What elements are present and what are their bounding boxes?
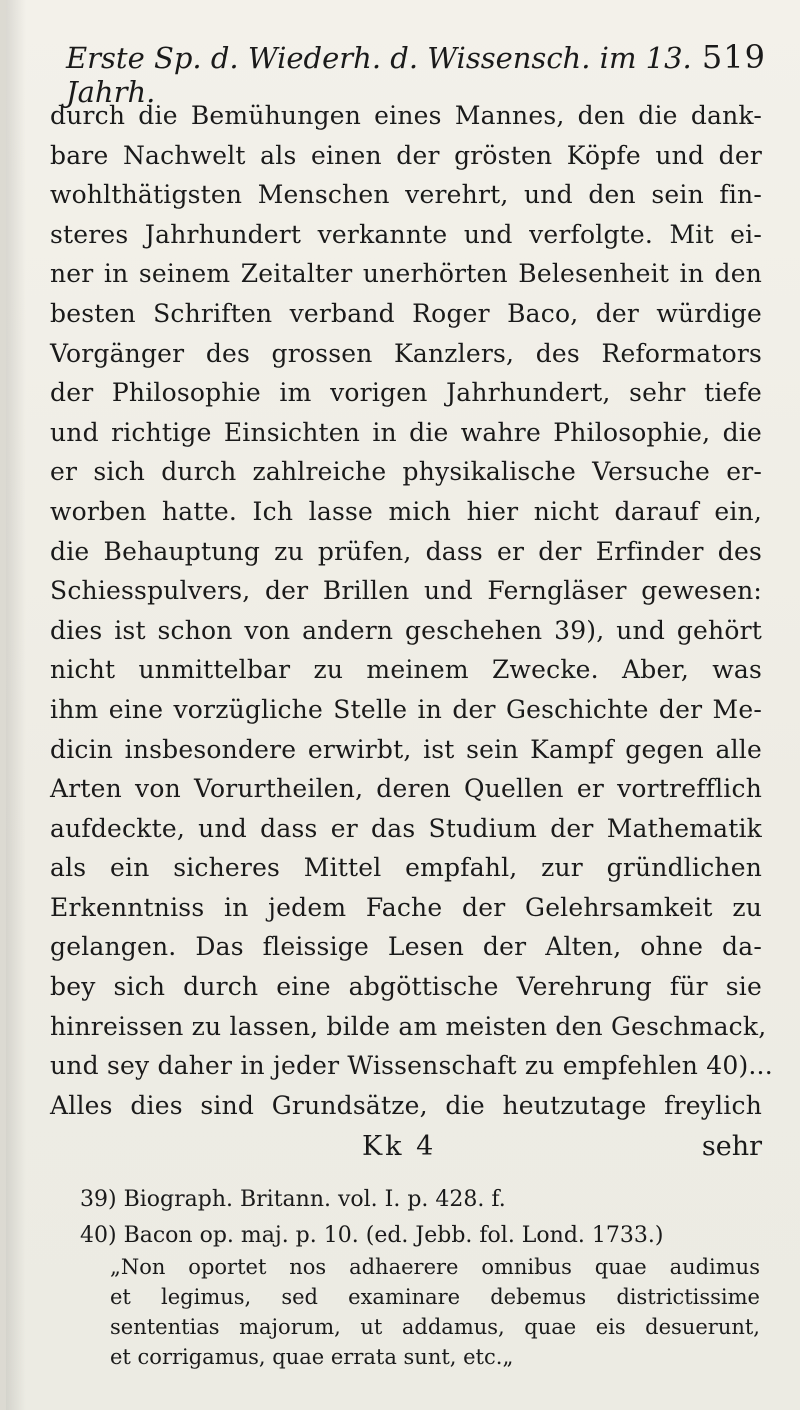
text-line: aufdeckte, und dass er das Studium der Mathematik xyxy=(50,813,762,843)
text-line: nicht unmittelbar zu meinem Zwecke. Aber, was xyxy=(50,655,762,685)
text-line: bey sich durch eine abgöttische Verehrung für sie xyxy=(50,972,762,1002)
text-line: die Behauptung zu prüfen, dass er der Erfinder des xyxy=(50,536,762,566)
text-line: besten Schriften verband Roger Baco, der würdige xyxy=(50,298,762,328)
page-footer-line xyxy=(50,1131,762,1171)
page-number: 519 xyxy=(701,38,766,76)
text-line: dicin insbesondere erwirbt, ist sein Kampf gegen alle xyxy=(50,734,762,764)
text-line: Schiesspulvers, der Brillen und Ferngläser gewesen: xyxy=(50,576,762,606)
quote-line: et legimus, sed examinare debemus districtissime xyxy=(110,1285,760,1309)
quote-line: „Non oportet nos adhaerere omnibus quae audimus xyxy=(110,1255,760,1279)
text-line: und sey daher in jeder Wissenschaft zu empfehlen 40)... xyxy=(50,1051,773,1081)
text-line: und richtige Einsichten in die wahre Philosophie, die xyxy=(50,417,762,447)
text-line: worben hatte. Ich lasse mich hier nicht darauf ein, xyxy=(50,496,762,526)
text-line: wohlthätigsten Menschen verehrt, und den sein fin- xyxy=(50,180,762,210)
text-line: der Philosophie im vorigen Jahrhundert, sehr tiefe xyxy=(50,378,762,408)
footnote-quotation xyxy=(110,1252,760,1372)
text-line: steres Jahrhundert verkannte und verfolgte. Mit ei- xyxy=(50,219,762,249)
catchword: sehr xyxy=(701,1131,762,1162)
quote-line: et corrigamus, quae errata sunt, etc.„ xyxy=(110,1345,514,1369)
text-line: gelangen. Das fleissige Lesen der Alten, ohne da- xyxy=(50,932,762,962)
running-title: Erste Sp. d. Wiederh. d. Wissensch. im 13. Jahrh. xyxy=(66,41,692,109)
text-line: durch die Bemühungen eines Mannes, den die dank- xyxy=(50,101,762,130)
text-line: ihm eine vorzügliche Stelle in der Geschichte der Me- xyxy=(50,694,762,724)
quote-line: sententias majorum, ut addamus, quae eis desuerunt, xyxy=(110,1315,760,1339)
footnotes xyxy=(80,1182,760,1254)
page-header xyxy=(66,38,766,109)
binding-shadow xyxy=(6,0,26,1410)
signature-mark: Kk 4 xyxy=(362,1131,437,1162)
footnote: 40) Bacon op. maj. p. 10. (ed. Jebb. fol. Lond. 1733.) xyxy=(80,1223,664,1248)
text-line: Vorgänger des grossen Kanzlers, des Reformators xyxy=(50,338,762,368)
text-line: ner in seinem Zeitalter unerhörten Belesenheit in den xyxy=(50,259,762,289)
text-line: hinreissen zu lassen, bilde am meisten den Geschmack, xyxy=(50,1011,767,1041)
text-line: Alles dies sind Grundsätze, die heutzutage freylich xyxy=(50,1090,762,1120)
text-line: er sich durch zahlreiche physikalische Versuche er- xyxy=(50,457,762,487)
text-line: Arten von Vorurtheilen, deren Quellen er vortrefflich xyxy=(50,774,762,804)
text-line: dies ist schon von andern geschehen 39), und gehört xyxy=(50,615,762,645)
text-line: Erkenntniss in jedem Fache der Gelehrsamkeit zu xyxy=(50,892,762,922)
body-text xyxy=(50,96,773,1125)
text-line: bare Nachwelt als einen der grösten Köpfe und der xyxy=(50,140,762,170)
text-line: als ein sicheres Mittel empfahl, zur gründlichen xyxy=(50,853,762,883)
footnote: 39) Biograph. Britann. vol. I. p. 428. f. xyxy=(80,1187,506,1212)
